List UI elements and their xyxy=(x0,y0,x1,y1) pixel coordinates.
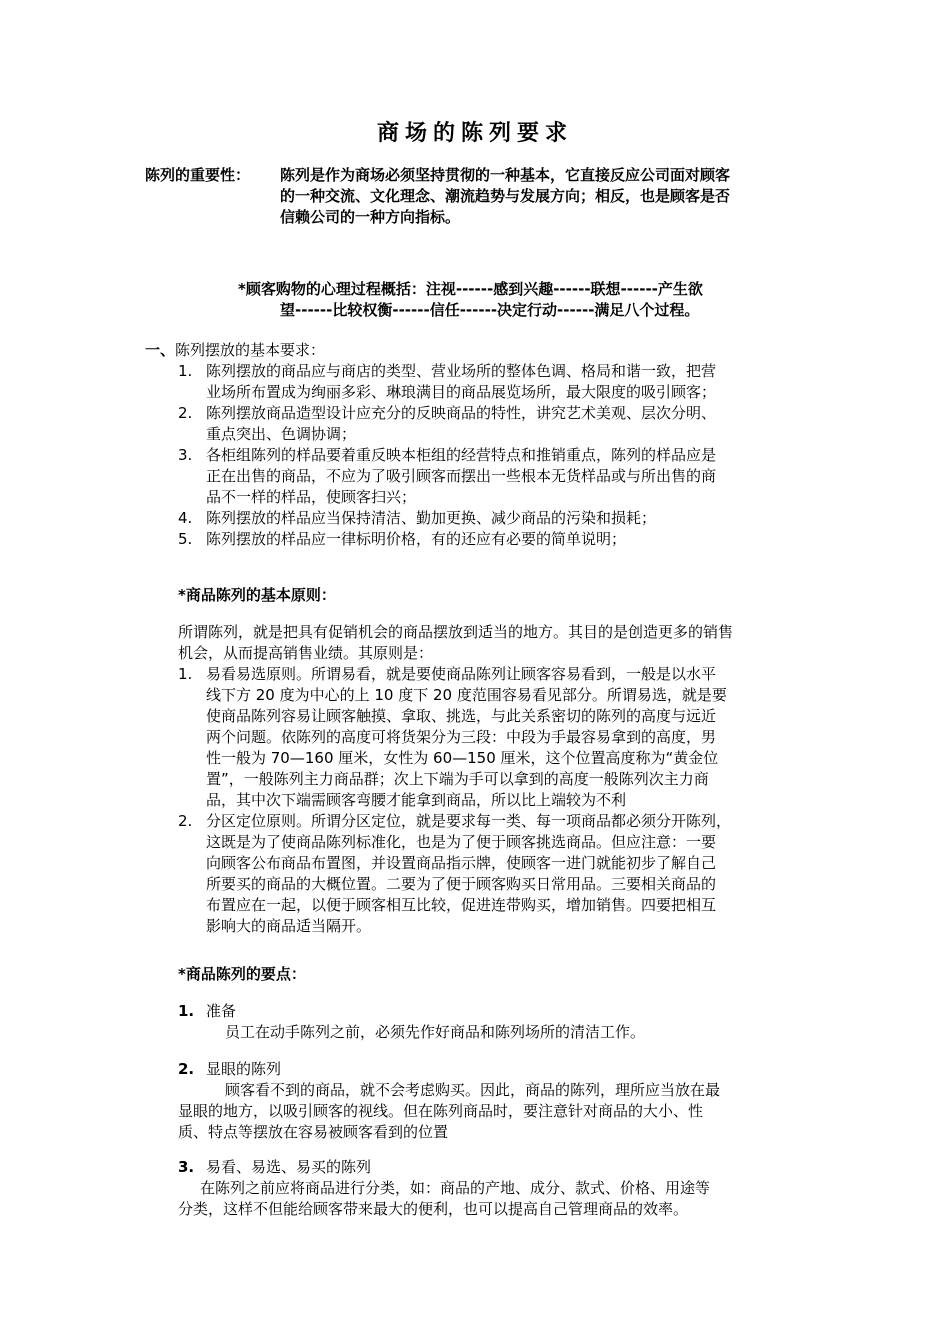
list-item-continued: 影响大的商品适当隔开。 xyxy=(206,917,372,935)
list-item-continued: 正在出售的商品，不应为了吸引顾客而摆出一些根本无货样品或与所出售的商 xyxy=(206,467,717,485)
list-item-continued: 布置应在一起，以便于顾客相互比较，促进连带购买，增加销售。四要把相互 xyxy=(206,896,717,914)
item-text: 各柜组陈列的样品要着重反映本柜组的经营特点和推销重点，陈列的样品应是 xyxy=(206,446,717,464)
keypoint-line: 在陈列之前应将商品进行分类，如：商品的产地、成分、款式、价格、用途等 xyxy=(200,1179,711,1197)
list-item-continued: 向顾客公布商品布置图，并设置商品指示牌，使顾客一进门就能初步了解自己 xyxy=(206,854,717,872)
psychology-line: *顾客购物的心理过程概括：注视------感到兴趣------联想------产生欲 xyxy=(238,280,703,298)
list-item-continued: 所要买的商品的大概位置。二要为了便于顾客购买日常用品。三要相关商品的 xyxy=(206,875,717,893)
item-number: 3. xyxy=(178,446,193,464)
list-item-continued: 这既是为了使商品陈列标准化，也是为了便于顾客挑选商品。但应注意：一要 xyxy=(206,833,717,851)
section1-list xyxy=(178,361,716,550)
keypoint-number: 2. xyxy=(178,1060,195,1078)
list-item-continued: 重点突出、色调协调； xyxy=(206,425,357,443)
list-item-continued: 线下方 20 度为中心的上 10 度下 20 度范围容易看见部分。所谓易选，就是要 xyxy=(206,686,727,704)
list-item xyxy=(178,361,716,382)
principles-heading: *商品陈列的基本原则： xyxy=(178,586,336,604)
list-item xyxy=(178,529,716,550)
importance-label: 陈列的重要性： xyxy=(145,166,251,184)
principles-intro-line: 所谓陈列，就是把具有促销机会的商品摆放到适当的地方。其目的是创造更多的销售 xyxy=(178,623,734,641)
list-item-continued: 性一般为 70—160 厘米，女性为 60—150 厘米，这个位置高度称为“黄金位 xyxy=(206,749,719,767)
keypoint-line: 分类，这样不但能给顾客带来最大的便利，也可以提高自己管理商品的效率。 xyxy=(178,1200,689,1218)
list-item xyxy=(178,508,716,529)
item-number: 2. xyxy=(178,812,193,830)
section1-title: 陈列摆放的基本要求： xyxy=(175,341,326,359)
item-text: 陈列摆放的商品应与商店的类型、营业场所的整体色调、格局和谐一致，把营 xyxy=(206,362,717,380)
list-item-continued: 置”，一般陈列主力商品群；次上下端为手可以拿到的高度一般陈列次主力商 xyxy=(206,770,709,788)
keypoint-title xyxy=(178,1157,371,1178)
keypoint-title-text: 准备 xyxy=(206,1002,237,1020)
importance-line: 陈列是作为商场必须坚持贯彻的一种基本，它直接反应公司面对顾客 xyxy=(280,166,731,184)
page-title: 商场的陈列要求 xyxy=(376,120,573,146)
list-item xyxy=(178,445,716,466)
keypoint-title xyxy=(178,1059,281,1080)
keypoint-line: 显眼的地方，以吸引顾客的视线。但在陈列商品时，要注意针对商品的大小、性 xyxy=(178,1102,704,1120)
keypoint-title-text: 显眼的陈列 xyxy=(206,1060,282,1078)
list-item xyxy=(178,403,716,424)
item-text: 易看易选原则。所谓易看，就是要使商品陈列让顾客容易看到，一般是以水平 xyxy=(206,665,717,683)
item-number: 5. xyxy=(178,530,193,548)
keypoint-title-text: 易看、易选、易买的陈列 xyxy=(206,1158,372,1176)
item-text: 分区定位原则。所谓分区定位，就是要求每一类、每一项商品都必须分开陈列， xyxy=(206,812,732,830)
item-text: 陈列摆放的样品应当保持清洁、勤加更换、减少商品的污染和损耗； xyxy=(206,509,657,527)
keypoint-title xyxy=(178,1001,236,1022)
item-number: 1. xyxy=(178,665,193,683)
list-item-continued: 使商品陈列容易让顾客触摸、拿取、挑选，与此关系密切的陈列的高度与远近 xyxy=(206,707,717,725)
keypoint-line: 顾客看不到的商品，就不会考虑购买。因此，商品的陈列，理所应当放在最 xyxy=(225,1081,721,1099)
keypoints-heading: *商品陈列的要点： xyxy=(178,965,306,983)
item-number: 2. xyxy=(178,404,193,422)
item-text: 陈列摆放的样品应一律标明价格，有的还应有必要的简单说明； xyxy=(206,530,627,548)
list-item xyxy=(178,811,733,832)
list-item xyxy=(178,664,733,685)
principles-intro-line: 机会，从而提高销售业绩。其原则是： xyxy=(178,644,434,662)
section1-label: 一、 xyxy=(145,341,176,359)
item-number: 4. xyxy=(178,509,193,527)
item-text: 陈列摆放商品造型设计应充分的反映商品的特性，讲究艺术美观、层次分明、 xyxy=(206,404,717,422)
list-item-continued: 品不一样的样品，使顾客扫兴； xyxy=(206,488,417,506)
keypoint-line: 员工在动手陈列之前，必须先作好商品和陈列场所的清洁工作。 xyxy=(225,1023,646,1041)
section1-heading xyxy=(145,340,325,361)
principles-body xyxy=(178,622,733,937)
keypoint-number: 3. xyxy=(178,1158,195,1176)
psychology-line: 望------比较权衡------信任------决定行动------满足八个过程。 xyxy=(280,301,700,319)
list-item-continued: 品，其中次下端需顾客弯腰才能拿到商品，所以比上端较为不利 xyxy=(206,791,627,809)
item-number: 1. xyxy=(178,362,193,380)
keypoint-line: 质、特点等摆放在容易被顾客看到的位置 xyxy=(178,1123,449,1141)
importance-line: 的一种交流、文化理念、潮流趋势与发展方向；相反，也是顾客是否 xyxy=(280,187,731,205)
list-item-continued: 业场所布置成为绚丽多彩、琳琅满目的商品展览场所，最大限度的吸引顾客； xyxy=(206,383,717,401)
importance-text xyxy=(280,165,730,228)
importance-line: 信赖公司的一种方向指标。 xyxy=(280,208,461,226)
list-item-continued: 两个问题。依陈列的高度可将货架分为三段：中段为手最容易拿到的高度，男 xyxy=(206,728,717,746)
keypoint-number: 1. xyxy=(178,1002,195,1020)
